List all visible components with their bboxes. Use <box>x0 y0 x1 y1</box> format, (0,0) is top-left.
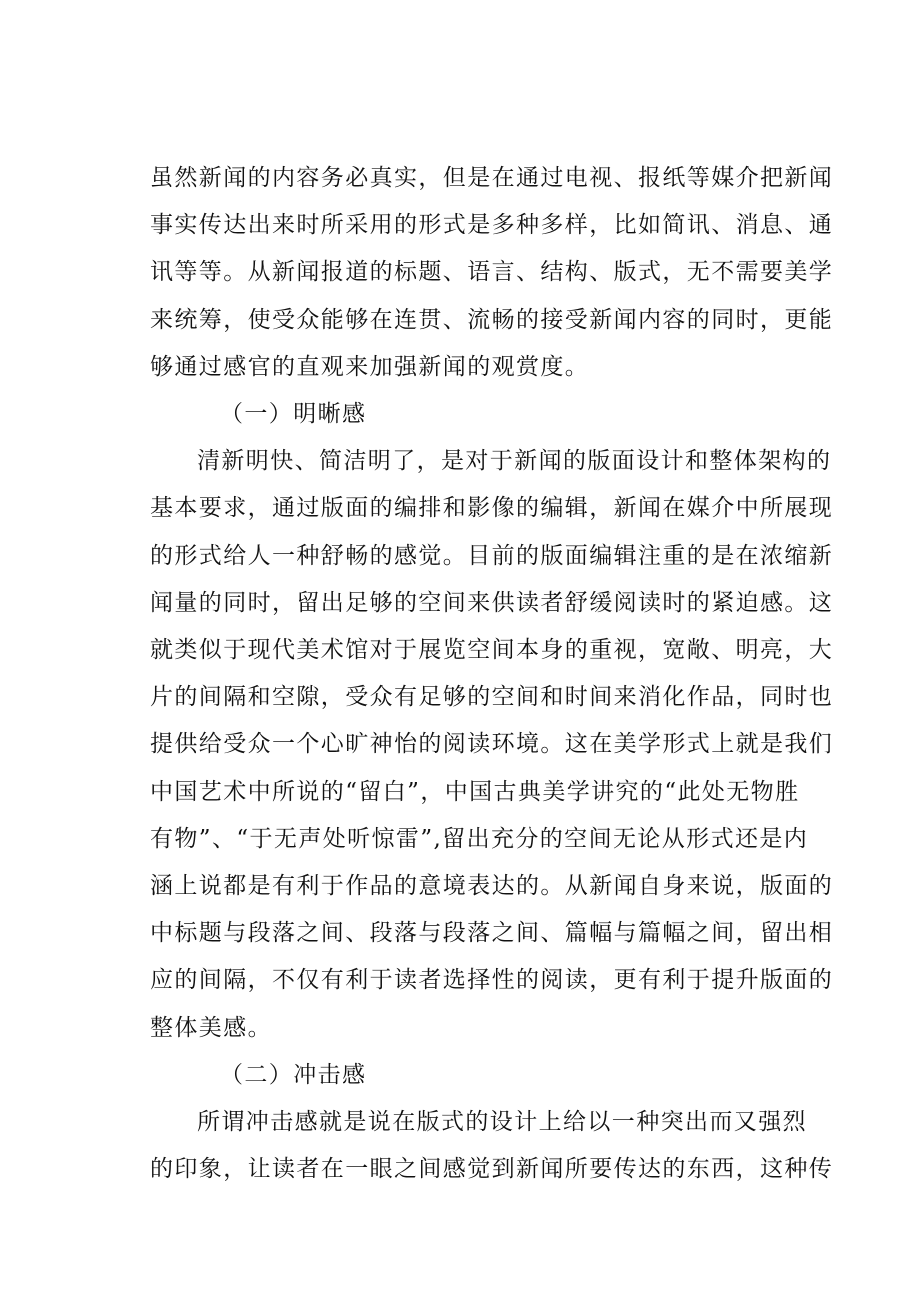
paragraph-2-line-13: 整体美感。 <box>150 1015 272 1041</box>
section-heading-2: （二）冲击感 <box>220 1062 367 1088</box>
paragraph-2-line-10: 涵上说都是有利于作品的意境表达的。从新闻自身来说，版面的 <box>150 873 834 899</box>
paragraph-2-line-8: 中国艺术中所说的“留白”，中国古典美学讲究的“此处无物胜 <box>150 779 800 805</box>
paragraph-2-line-5: 就类似于现代美术馆对于展览空间本身的重视，宽敞、明亮，大 <box>150 637 834 663</box>
paragraph-1-line-5: 够通过感官的直观来加强新闻的观赏度。 <box>150 354 590 380</box>
paragraph-2-line-9: 有物”、“于无声处听惊雷”,留出充分的空间无论从形式还是内 <box>150 826 809 852</box>
paragraph-1-line-4: 来统筹，使受众能够在连贯、流畅的接受新闻内容的同时，更能 <box>150 307 834 333</box>
paragraph-2-line-3: 的形式给人一种舒畅的感觉。目前的版面编辑注重的是在浓缩新 <box>150 543 834 569</box>
paragraph-3-line-1: 所谓冲击感就是说在版式的设计上给以一种突出而又强烈 <box>197 1109 807 1135</box>
paragraph-2-line-6: 片的间隔和空隙，受众有足够的空间和时间来消化作品，同时也 <box>150 684 834 710</box>
paragraph-2-line-1: 清新明快、简洁明了，是对于新闻的版面设计和整体架构的 <box>197 448 832 474</box>
paragraph-2-line-4: 闻量的同时，留出足够的空间来供读者舒缓阅读时的紧迫感。这 <box>150 590 834 616</box>
paragraph-1-line-3: 讯等等。从新闻报道的标题、语言、结构、版式，无不需要美学 <box>150 259 834 285</box>
paragraph-2-line-2: 基本要求，通过版面的编排和影像的编辑，新闻在媒介中所展现 <box>150 495 834 521</box>
section-heading-1: （一）明晰感 <box>220 401 367 427</box>
paragraph-2-line-7: 提供给受众一个心旷神怡的阅读环境。这在美学形式上就是我们 <box>150 731 834 757</box>
paragraph-2-line-11: 中标题与段落之间、段落与段落之间、篇幅与篇幅之间，留出相 <box>150 920 834 946</box>
paragraph-3-line-2: 的印象，让读者在一眼之间感觉到新闻所要传达的东西，这种传 <box>150 1156 834 1182</box>
paragraph-2-line-12: 应的间隔，不仅有利于读者选择性的阅读，更有利于提升版面的 <box>150 967 834 993</box>
paragraph-1-line-2: 事实传达出来时所采用的形式是多种多样，比如简讯、消息、通 <box>150 212 834 238</box>
paragraph-1-line-1: 虽然新闻的内容务必真实，但是在通过电视、报纸等媒介把新闻 <box>150 165 834 191</box>
